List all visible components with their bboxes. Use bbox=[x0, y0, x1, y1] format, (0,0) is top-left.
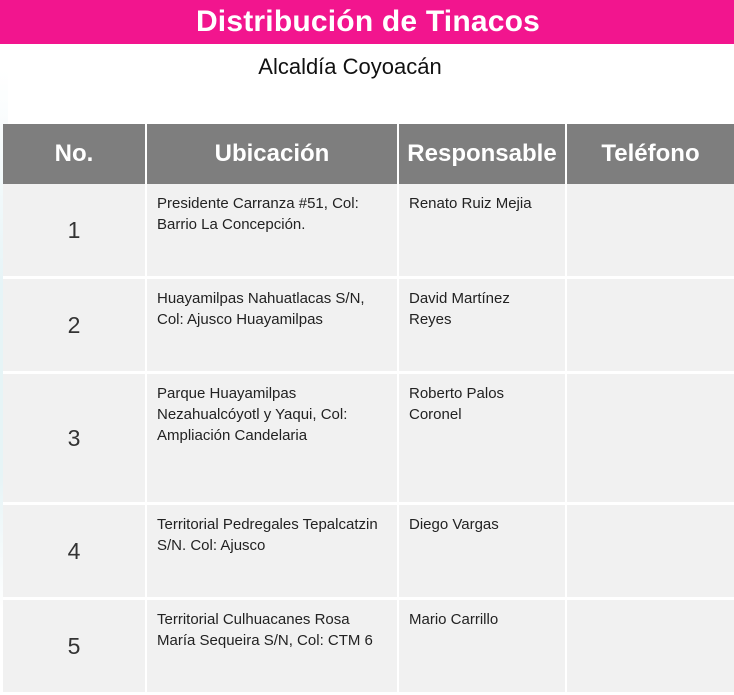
phone-cell bbox=[566, 504, 734, 599]
location-cell: Territorial Culhuacanes Rosa María Sequeira S/N, Col: CTM 6 bbox=[146, 599, 398, 694]
phone-cell bbox=[566, 599, 734, 694]
row-number: 4 bbox=[3, 504, 146, 599]
responsible-cell: Diego Vargas bbox=[398, 504, 566, 599]
location-cell: Presidente Carranza #51, Col: Barrio La Concepción. bbox=[146, 184, 398, 278]
location-cell: Parque Huayamilpas Nezahualcóyotl y Yaqui, Col: Ampliación Candelaria bbox=[146, 373, 398, 504]
responsible-cell: Roberto Palos Coronel bbox=[398, 373, 566, 504]
column-header-ubicacion: Ubicación bbox=[146, 124, 398, 184]
row-number: 5 bbox=[3, 599, 146, 694]
column-header-no: No. bbox=[3, 124, 146, 184]
column-header-telefono: Teléfono bbox=[566, 124, 734, 184]
table-row bbox=[3, 184, 734, 278]
table-row bbox=[3, 373, 734, 504]
responsible-cell: David Martínez Reyes bbox=[398, 278, 566, 373]
row-number: 1 bbox=[3, 184, 146, 278]
table-row bbox=[3, 599, 734, 694]
phone-cell bbox=[566, 278, 734, 373]
responsible-cell: Renato Ruiz Mejia bbox=[398, 184, 566, 278]
table-header-row bbox=[3, 124, 734, 184]
distribution-table bbox=[3, 124, 734, 695]
phone-cell bbox=[566, 373, 734, 504]
location-cell: Territorial Pedregales Tepalcatzin S/N. Col: Ajusco bbox=[146, 504, 398, 599]
row-number: 3 bbox=[3, 373, 146, 504]
table-row bbox=[3, 278, 734, 373]
responsible-cell: Mario Carrillo bbox=[398, 599, 566, 694]
phone-cell bbox=[566, 184, 734, 278]
row-number: 2 bbox=[3, 278, 146, 373]
title-banner bbox=[0, 0, 734, 44]
column-header-responsable: Responsable bbox=[398, 124, 566, 184]
page-subtitle: Alcaldía Coyoacán bbox=[258, 54, 442, 79]
location-cell: Huayamilpas Nahuatlacas S/N, Col: Ajusco Huayamilpas bbox=[146, 278, 398, 373]
page-title: Distribución de Tinacos bbox=[195, 5, 541, 38]
table-row bbox=[3, 504, 734, 599]
